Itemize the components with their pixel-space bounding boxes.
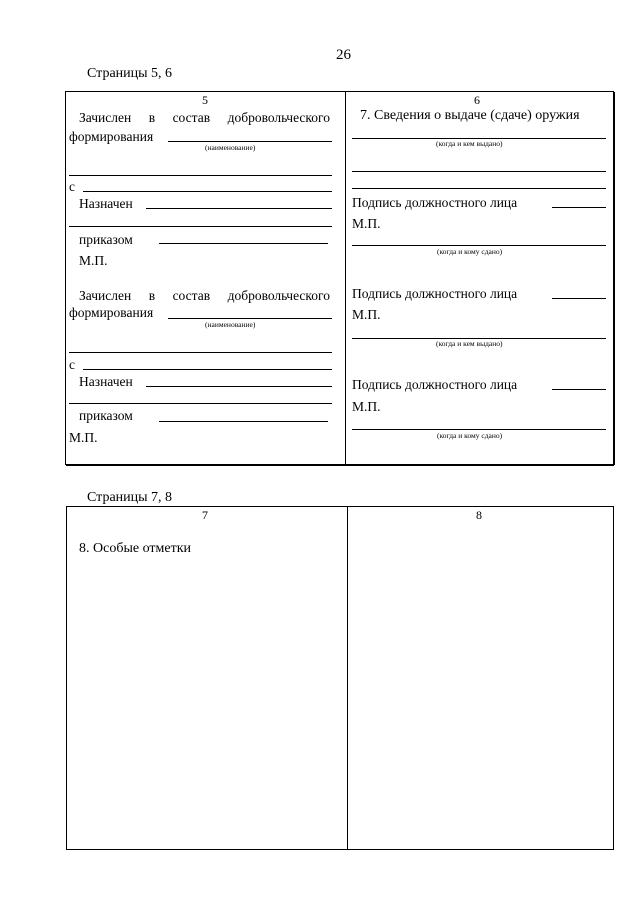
enrolled-line-1: Зачислен в состав добровольческого	[79, 110, 330, 125]
enrolled-line-2: Зачислен в состав добровольческого	[79, 288, 330, 303]
stamp-r2: М.П.	[352, 307, 381, 322]
signature-field-1[interactable]	[552, 207, 606, 208]
formation-field-1[interactable]	[168, 141, 332, 142]
blank-line-r2[interactable]	[352, 188, 606, 189]
weapons-title: 7. Сведения о выдаче (сдаче) оружия	[360, 108, 580, 123]
signature-label-2: Подпись должностного лица	[352, 286, 518, 301]
appointed-label-1: Назначен	[79, 196, 133, 211]
caption-issued-1: (когда и кем выдано)	[436, 139, 503, 148]
formation-caption-1: (наименование)	[205, 143, 256, 152]
signature-field-3[interactable]	[552, 389, 606, 390]
order-field-2[interactable]	[159, 421, 328, 422]
section2-heading: Страницы 7, 8	[87, 490, 173, 505]
section1-table-edge-right	[613, 92, 615, 465]
appointed-field-1[interactable]	[146, 208, 332, 209]
section1-heading: Страницы 5, 6	[87, 66, 173, 81]
appointed-label-2: Назначен	[79, 374, 133, 389]
signature-label-1: Подпись должностного лица	[352, 195, 518, 210]
formation-label-2: формирования	[69, 305, 154, 320]
stamp-r1: М.П.	[352, 216, 381, 231]
order-label-2: приказом	[79, 408, 133, 423]
from-label-1: с	[69, 179, 75, 194]
formation-field-2[interactable]	[168, 318, 332, 319]
section2-column-divider	[347, 506, 348, 850]
stamp-r3: М.П.	[352, 399, 381, 414]
col-number-6: 6	[474, 93, 480, 107]
returned-field-1[interactable]	[352, 245, 606, 246]
caption-issued-2: (когда и кем выдано)	[436, 339, 503, 348]
formation-label-1: формирования	[69, 129, 154, 144]
blank-line-3[interactable]	[69, 352, 332, 353]
signature-label-3: Подпись должностного лица	[352, 377, 518, 392]
from-field-1[interactable]	[83, 191, 332, 192]
from-label-2: с	[69, 357, 75, 372]
section1-table-edge-bottom	[66, 464, 614, 466]
section2-table	[66, 506, 614, 850]
stamp-1: М.П.	[79, 253, 108, 268]
stamp-2: М.П.	[69, 430, 98, 445]
signature-field-2[interactable]	[552, 298, 606, 299]
page-number: 26	[336, 47, 351, 63]
col-number-8: 8	[476, 508, 482, 522]
order-field-1[interactable]	[159, 243, 328, 244]
appointed-field-2[interactable]	[146, 386, 332, 387]
section1-column-divider	[345, 91, 346, 465]
caption-returned-1: (когда и кому сдано)	[437, 247, 503, 256]
formation-caption-2: (наименование)	[205, 320, 256, 329]
blank-line-2[interactable]	[69, 226, 332, 227]
blank-line-4[interactable]	[69, 403, 332, 404]
col-number-5: 5	[202, 93, 208, 107]
order-label-1: приказом	[79, 232, 133, 247]
from-field-2[interactable]	[83, 369, 332, 370]
caption-returned-2: (когда и кому сдано)	[437, 431, 503, 440]
blank-line-r1[interactable]	[352, 171, 606, 172]
returned-field-2[interactable]	[352, 429, 606, 430]
blank-line-1[interactable]	[69, 175, 332, 176]
section1-table	[65, 91, 614, 465]
col-number-7: 7	[202, 508, 208, 522]
special-notes-title: 8. Особые отметки	[79, 541, 191, 556]
